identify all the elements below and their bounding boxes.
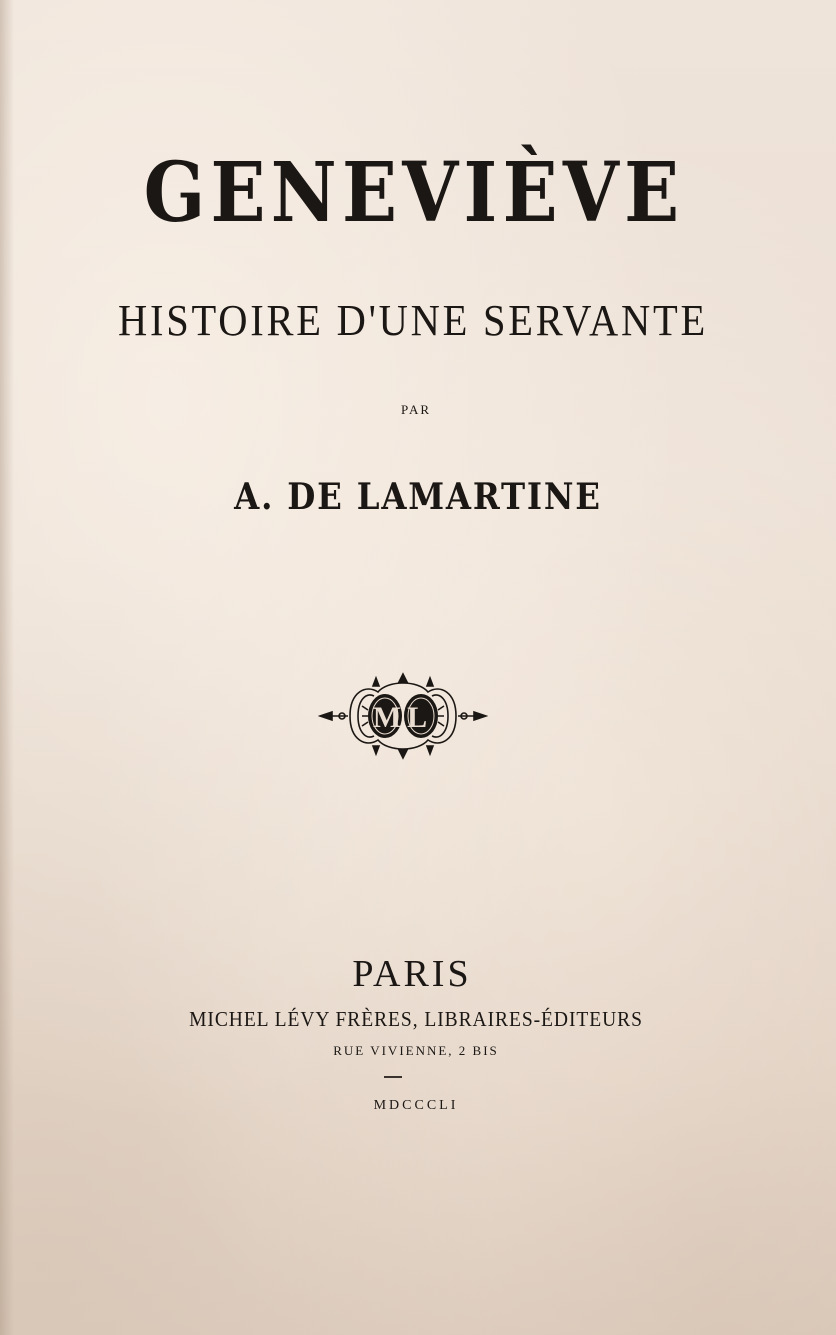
page-edge-shadow	[0, 0, 14, 1335]
book-title: GENEVIÈVE	[143, 145, 685, 241]
publisher-address: RUE VIVIENNE, 2 BIS	[333, 1043, 499, 1058]
book-subtitle: HISTOIRE D'UNE SERVANTE	[117, 296, 709, 345]
publisher-name: MICHEL LÉVY FRÈRES, LIBRAIRES-ÉDITEURS	[189, 1007, 643, 1031]
divider-rule	[384, 1076, 402, 1078]
publication-year: MDCCCLI	[373, 1098, 459, 1113]
publication-city: PARIS	[352, 953, 472, 995]
publisher-monogram-icon	[318, 670, 488, 762]
monogram-letters: ML	[372, 701, 434, 734]
by-line: PAR	[400, 402, 432, 417]
author-name: A. DE LAMARTINE	[234, 476, 602, 518]
